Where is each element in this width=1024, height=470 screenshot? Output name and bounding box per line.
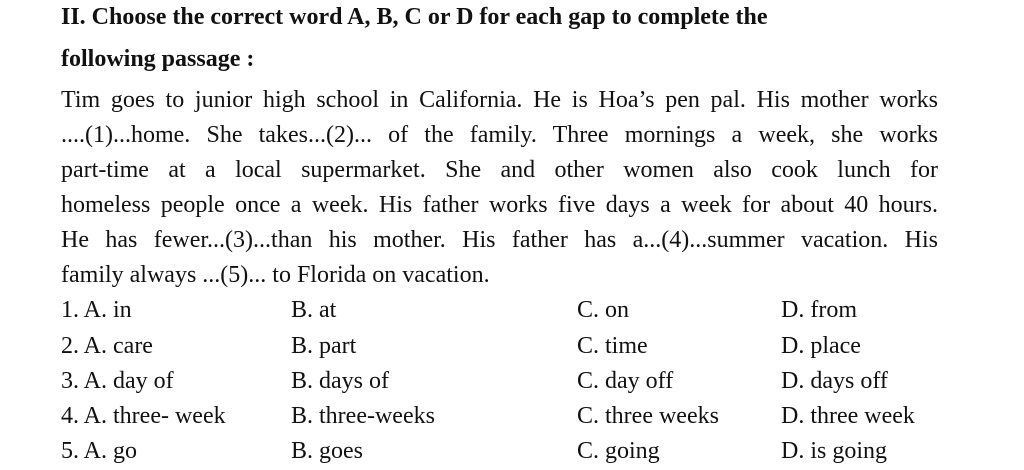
question-row (0, 402, 1024, 432)
passage-line: part-time at a local supermarket. She and other women also cook lunch for (61, 157, 938, 183)
question-row (0, 437, 1024, 467)
option-c: C. time (577, 333, 648, 359)
option-b: B. three-weeks (291, 403, 435, 429)
exercise-title-line-1: II. Choose the correct word A, B, C or D for each gap to complete the (61, 4, 768, 30)
option-c: C. day off (577, 368, 674, 394)
passage-line: ....(1)...home. She takes...(2)... of the family. Three mornings a week, she works (61, 122, 938, 148)
option-b: B. part (291, 333, 357, 359)
passage-line: homeless people once a week. His father works five days a week for about 40 hours. (61, 192, 938, 218)
option-d: D. place (781, 333, 861, 359)
passage-line: He has fewer...(3)...than his mother. His father has a...(4)...summer vacation. His (61, 227, 938, 253)
option-a: 4. A. three- week (61, 403, 226, 429)
option-d: D. days off (781, 368, 888, 394)
question-row (0, 367, 1024, 397)
option-b: B. days of (291, 368, 389, 394)
question-row (0, 296, 1024, 326)
option-a: 3. A. day of (61, 368, 174, 394)
option-a: 1. A. in (61, 297, 132, 323)
exercise-title-line-2: following passage : (61, 46, 255, 72)
option-d: D. three week (781, 403, 915, 429)
option-c: C. three weeks (577, 403, 719, 429)
option-c: C. going (577, 438, 660, 464)
question-row (0, 332, 1024, 362)
option-b: B. goes (291, 438, 363, 464)
passage-line: family always ...(5)... to Florida on vacation. (61, 262, 490, 288)
passage-line: Tim goes to junior high school in California. He is Hoa’s pen pal. His mother works (61, 87, 938, 113)
option-a: 2. A. care (61, 333, 153, 359)
option-d: D. from (781, 297, 857, 323)
option-a: 5. A. go (61, 438, 138, 464)
option-c: C. on (577, 297, 630, 323)
option-b: B. at (291, 297, 337, 323)
option-d: D. is going (781, 438, 888, 464)
